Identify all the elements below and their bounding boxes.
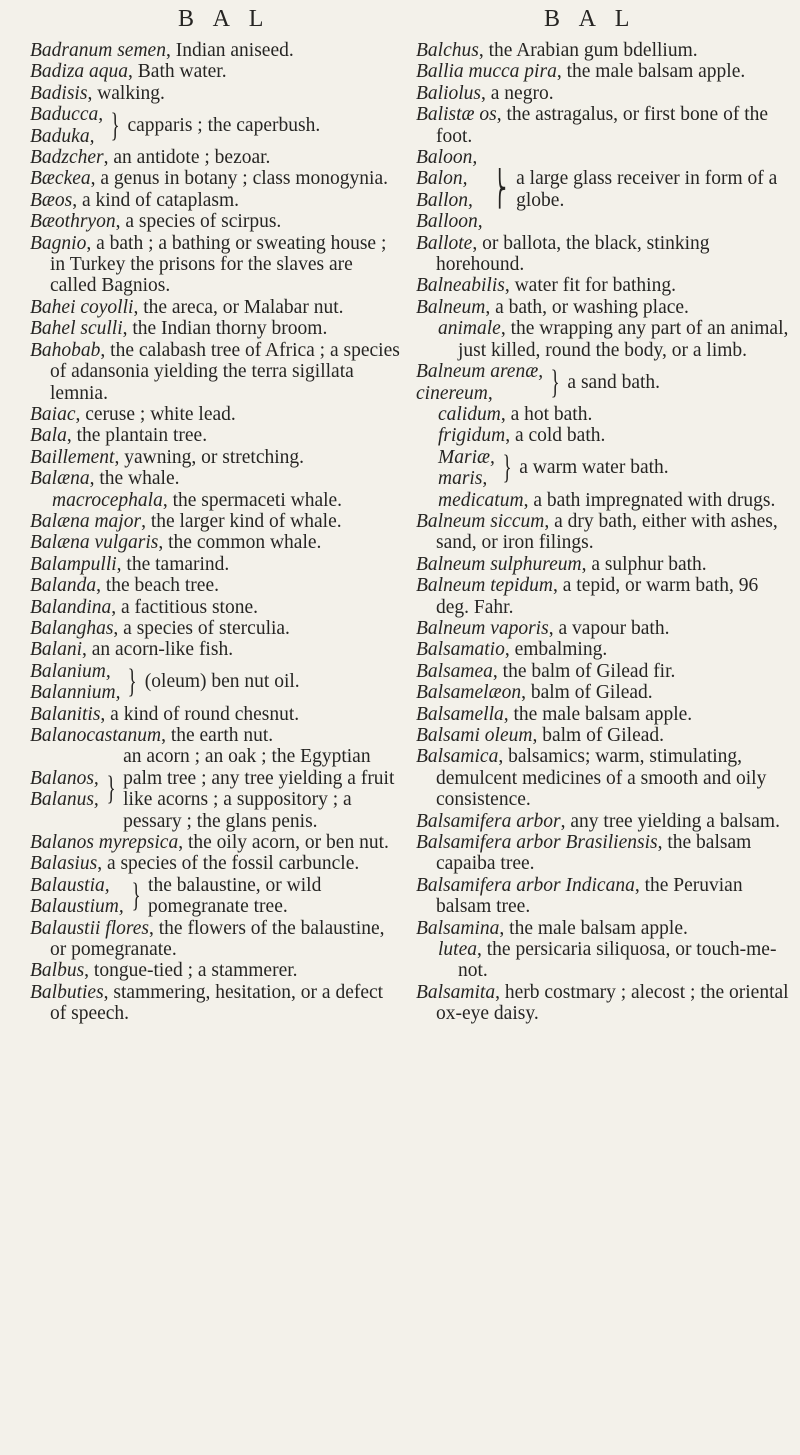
entry-headword: Balsamina [416,917,500,939]
entry-definition: , the beach tree. [96,575,219,597]
entry-definition: , the Peruvian balsam tree. [436,874,743,918]
dictionary-entry [416,939,790,982]
dictionary-entry [30,425,402,446]
dictionary-entry [416,104,790,147]
entry-headword: Bahel sculli [30,318,123,340]
entry-headword: Ballon, [416,189,473,211]
entry-definition: , walking. [87,82,165,104]
dictionary-entry [30,211,402,232]
dictionary-entry [30,982,402,1025]
dictionary-entry [30,318,402,339]
entry-definition: , a sulphur bath. [581,553,707,575]
entry-definition: , the Indian thorny broom. [122,318,328,340]
entry-headword: Baillement [30,446,115,468]
entry-headword: calidum [438,403,501,425]
dictionary-entry [30,853,402,874]
dictionary-entry [416,275,790,296]
dictionary-entry [30,340,402,404]
entry-definition: , yawning, or stretching. [114,446,305,468]
entry-definition: , Indian aniseed. [165,40,294,61]
dictionary-entry [30,532,402,553]
entry-definition: , embalming. [504,639,608,661]
entry-headword: Bahobab [30,339,101,361]
entry-headword: Balsamifera arbor Brasiliensis [416,832,658,854]
dictionary-entry-group [30,875,402,918]
dictionary-entry [416,40,790,61]
dictionary-entry [30,597,402,618]
entry-definition: , a cold bath. [505,425,606,447]
entry-headword: Balandina [30,596,112,618]
entry-headword: Baduka, [30,125,95,147]
dictionary-entry-group [30,661,402,704]
entry-definition: a large glass receiver in form of a globe. [516,168,778,211]
dictionary-entry [30,168,402,189]
entry-definition: , a bath impregnated with drugs. [523,489,776,511]
entry-headword: Balneum arenæ, [416,361,544,383]
dictionary-entry [30,554,402,575]
dictionary-entry [30,618,402,639]
entry-definition: the balaustine, or wild pomegranate tree. [148,874,322,918]
entry-headword: medicatum [438,489,524,511]
dictionary-entry [30,704,402,725]
entry-headword: Balanos, [30,767,99,789]
entry-headword: Balneum sulphureum [416,553,582,575]
entry-definition: , a species of scirpus. [115,211,282,233]
entry-definition: , balm of Gilead. [532,725,665,746]
entry-definition: , a species of sterculia. [113,617,290,639]
entry-definition: , the astragalus, or first bone of the foot. [436,104,769,147]
entry-definition: , a dry bath, either with ashes, sand, or iron filings. [436,510,778,554]
entry-headword: Bagnio [30,232,87,254]
dictionary-entry [416,982,790,1025]
entry-headwords [30,661,120,704]
entry-headword: Baducca, [30,104,104,126]
entry-headwords [438,447,495,490]
entry-headword: Balaustia, [30,874,110,896]
entry-headword: Bæos [30,189,73,211]
entry-headword: Balani [30,639,82,661]
entry-headword: frigidum [438,425,506,447]
entry-headword: Balneum tepidum [416,575,554,597]
entry-headword: macrocephala [52,489,163,511]
entry-definition: , any tree yielding a balsam. [560,810,780,832]
entry-definition: , the male balsam apple. [499,917,688,939]
entry-definition: , the wrapping any part of an animal, just killed, round the body, or a limb. [458,318,789,361]
entry-headword: Balsamica [416,746,499,768]
entry-headword: Badzcher [30,147,104,169]
entry-headword: Balbus [30,960,85,982]
dictionary-entry [30,190,402,211]
entry-headword: cinereum, [416,382,493,404]
entry-definition: , the calabash tree of Africa ; a species of adansonia yielding the terra sigillata lemnia. [50,339,400,404]
entry-headword: Balæna vulgaris [30,532,159,554]
dictionary-entry [30,40,402,61]
entry-headword: Balanos myrepsica [30,832,179,854]
entry-headword: Balistæ os [416,104,497,126]
dictionary-entry-group [416,361,790,404]
entry-definition: , the earth nut. [161,725,274,746]
dictionary-entry [416,83,790,104]
entry-headword: Bala [30,425,67,447]
entry-headword: Balbuties [30,981,104,1003]
dictionary-entry [30,447,402,468]
dictionary-entry [30,297,402,318]
entry-headword: Balanium, [30,660,111,682]
right-column [416,40,790,1025]
entry-headword: Balsamatio [416,639,505,661]
entry-definition: , ceruse ; white lead. [75,403,236,425]
entry-headword: Mariæ, [438,446,495,468]
entry-headword: lutea [438,939,477,961]
entry-definition: , a factitious stone. [111,596,259,618]
dictionary-entry [416,318,790,361]
entry-definition: , a vapour bath. [548,617,670,639]
entry-definition: , the whale. [89,468,180,490]
brace-glyph: } [128,663,138,701]
dictionary-entry [30,147,402,168]
entry-definition: , an antidote ; bezoar. [103,147,271,169]
entry-definition: , or ballota, the black, stinking horehound. [436,232,710,276]
dictionary-entry-group [416,447,790,490]
brace-glyph: } [131,877,141,915]
dictionary-entry [30,83,402,104]
entry-definition: , the male balsam apple. [556,61,746,83]
entry-headword: Balneum siccum [416,510,545,532]
dictionary-entry [30,725,402,746]
entry-definition: , the persicaria siliquosa, or touch-me-not. [458,939,777,982]
entry-headword: Balsamella [416,703,504,725]
entry-definition: , a genus in botany ; class monogynia. [90,168,388,190]
entry-headword: Balsamifera arbor [416,810,561,832]
entry-definition: , the balsam capaiba tree. [436,832,752,875]
entry-headword: Balsamelæon [416,682,522,704]
entry-definition: , the larger kind of whale. [141,510,342,532]
entry-definition: , a tepid, or warm bath, 96 deg. Fahr. [436,575,759,618]
dictionary-entry [30,639,402,660]
entry-headword: Baliolus [416,82,482,104]
dictionary-entry [30,490,402,511]
entry-headword: Baloon, [416,147,478,169]
dictionary-entry [30,918,402,961]
dictionary-entry [30,61,402,82]
entry-definition: capparis ; the caperbush. [127,114,321,136]
entry-headword: Balchus [416,40,479,61]
dictionary-entry [30,832,402,853]
entry-definition: , the plantain tree. [66,425,208,447]
dictionary-entry [416,682,790,703]
dictionary-entry [416,725,790,746]
brace-glyph: } [550,363,560,401]
entry-headword: Balanda [30,575,97,597]
entry-headword: Balanitis [30,703,101,725]
entry-headword: Balanghas [30,617,114,639]
dictionary-entry [416,875,790,918]
entry-definition: , the flowers of the balaustine, or pomegranate. [50,917,385,961]
dictionary-entry [416,918,790,939]
entry-headword: maris, [438,468,488,490]
brace-glyph: ⎬ [492,170,507,208]
dictionary-entry [416,704,790,725]
dictionary-entry [30,511,402,532]
dictionary-entry [416,811,790,832]
entry-definition: , the male balsam apple. [503,703,693,725]
entry-headword: Balasius [30,853,98,875]
entry-definition: , the Arabian gum bdellium. [478,40,698,61]
dictionary-entry [30,404,402,425]
dictionary-entry-group [30,746,402,832]
entry-headword: Balanocastanum [30,725,162,746]
dictionary-entry [30,575,402,596]
entry-definition: , balm of Gilead. [521,682,653,704]
dictionary-entry [416,575,790,618]
dictionary-entry [416,639,790,660]
entry-definition: , the tamarind. [116,553,230,575]
dictionary-entry [416,511,790,554]
entry-headword: Bæckea [30,168,91,190]
entry-definition: , the oily acorn, or ben nut. [178,832,389,854]
entry-headwords [30,768,99,811]
entry-headword: Balaustii flores [30,917,149,939]
entry-headword: Balneum [416,296,486,318]
entry-definition: , herb costmary ; alecost ; the oriental ox-eye daisy. [436,981,789,1025]
entry-definition: , a species of the fossil carbuncle. [97,853,360,875]
entry-definition: , the balm of Gilead fir. [492,660,676,682]
running-head-right: B A L [544,6,637,32]
entry-headword: Balon, [416,168,468,190]
brace-glyph: } [110,106,120,144]
dictionary-entry [416,746,790,810]
entry-headwords [30,875,124,918]
running-head-left: B A L [178,6,271,32]
dictionary-entry [416,554,790,575]
entry-definition: , the spermaceti whale. [162,489,343,511]
dictionary-entry [416,661,790,682]
entry-headword: Balanus, [30,789,99,811]
entry-headwords [416,147,483,233]
entry-definition: , water fit for bathing. [504,275,676,297]
dictionary-entry [416,404,790,425]
brace-glyph: } [106,770,116,808]
brace-glyph: } [502,449,512,487]
entry-definition: , a kind of cataplasm. [72,189,240,211]
entry-headword: Balsami oleum [416,725,533,746]
dictionary-entry [416,425,790,446]
entry-definition: , tongue-tied ; a stammerer. [84,960,298,982]
entry-headword: Badisis [30,82,88,104]
entry-headword: Badranum semen [30,40,166,61]
entry-headword: Balsamita [416,981,496,1003]
dictionary-entry [416,61,790,82]
dictionary-entry [416,233,790,276]
entry-definition: , stammering, hesitation, or a defect of speech. [50,981,384,1025]
entry-definition: , the common whale. [158,532,322,554]
entry-headword: Badiza aqua [30,61,129,83]
entry-definition: , the areca, or Malabar nut. [133,296,344,318]
entry-definition: an acorn ; an oak ; the Egyptian palm tree ; any tree yielding a fruit like acorns ; a suppository ; a pessary ; the glans penis. [123,746,395,832]
entry-headword: Balneum vaporis [416,617,549,639]
left-column [30,40,402,1025]
entry-definition: , a negro. [481,82,554,104]
entry-definition: , a bath, or washing place. [485,296,689,318]
entry-headword: Balsamea [416,660,493,682]
dictionary-entry [416,832,790,875]
entry-headword: Balampulli [30,553,117,575]
dictionary-entry [416,490,790,511]
dictionary-entry [416,618,790,639]
entry-headword: Bahei coyolli [30,296,134,318]
entry-headword: Ballote [416,232,473,254]
entry-headwords [416,361,543,404]
entry-definition: (oleum) ben nut oil. [144,671,300,693]
dictionary-entry-group [416,147,790,233]
dictionary-entry [30,960,402,981]
entry-headword: Bæothryon [30,211,116,233]
entry-definition: , a hot bath. [500,403,593,425]
entry-definition: , balsamics; warm, stimulating, demulcent medicines of a smooth and oily consistence. [436,746,767,811]
entry-definition: , a kind of round chesnut. [100,703,300,725]
entry-headword: Balloon, [416,211,483,233]
entry-headword: Baiac [30,403,76,425]
dictionary-entry [416,297,790,318]
entry-headword: Ballia mucca pira [416,61,557,83]
dictionary-entry-group [30,104,402,147]
entry-definition: , Bath water. [128,61,227,83]
entry-headword: Balæna major [30,510,142,532]
entry-headwords [30,104,103,147]
entry-headword: Balsamifera arbor Indicana [416,874,635,896]
entry-definition: , an acorn-like fish. [82,639,234,661]
entry-definition: , a bath ; a bathing or sweating house ; in Turkey the prisons for the slaves are called Bagnios. [50,232,387,297]
entry-headword: Balæna [30,468,90,490]
entry-headword: Balannium, [30,682,121,704]
entry-headword: Balaustium, [30,896,124,918]
entry-definition: a warm water bath. [519,457,669,479]
entry-headword: Balneabilis [416,275,505,297]
entry-headword: animale [438,318,501,340]
dictionary-entry [30,468,402,489]
dictionary-entry [30,233,402,297]
entry-definition: a sand bath. [567,371,661,393]
